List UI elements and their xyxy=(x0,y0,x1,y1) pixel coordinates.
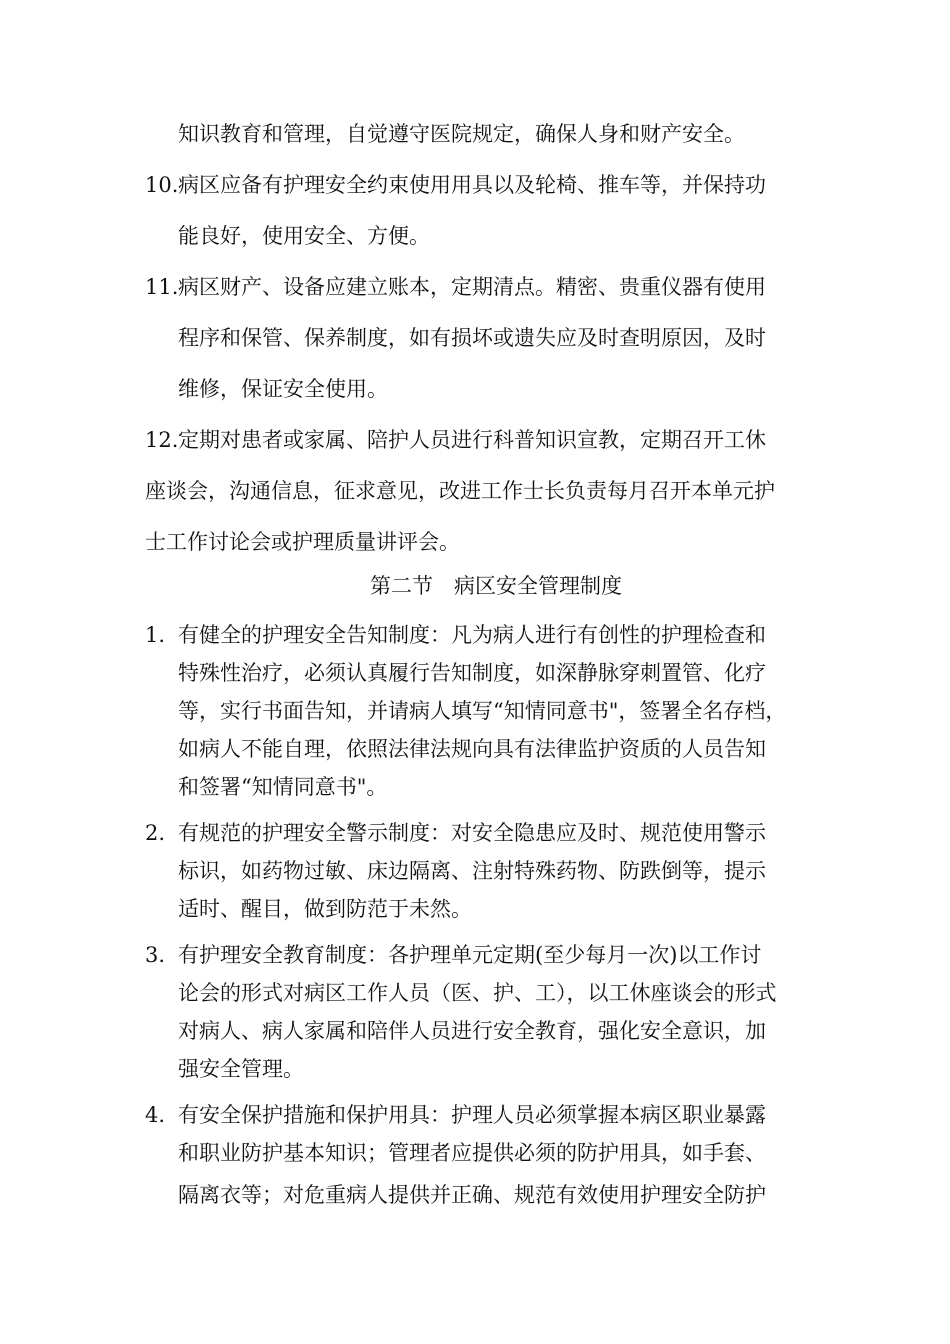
item-line: 士工作讨论会或护理质量讲评会。 xyxy=(145,530,460,554)
item-line: 有护理安全教育制度：各护理单元定期(至少每月一次)以工作讨 xyxy=(178,943,762,967)
section-heading: 第二节 病区安全管理制度 xyxy=(370,574,622,598)
continuation-line: 知识教育和管理，自觉遵守医院规定，确保人身和财产安全。 xyxy=(178,122,745,146)
item-line: 如病人不能自理，依照法律法规向具有法律监护资质的人员告知 xyxy=(178,737,766,761)
item-number: 3. xyxy=(145,943,166,967)
item-line: 隔离衣等；对危重病人提供并正确、规范有效使用护理安全防护 xyxy=(178,1183,766,1207)
item-number: 1. xyxy=(145,623,166,647)
item-line: 特殊性治疗，必须认真履行告知制度，如深静脉穿刺置管、化疗 xyxy=(178,661,766,685)
item-line: 适时、醒目，做到防范于未然。 xyxy=(178,897,472,921)
item-line: 病区应备有护理安全约束使用用具以及轮椅、推车等，并保持功 xyxy=(178,173,766,197)
item-number: 4. xyxy=(145,1103,166,1127)
item-number: 11. xyxy=(145,275,179,299)
item-line: 能良好，使用安全、方便。 xyxy=(178,224,430,248)
item-line: 有规范的护理安全警示制度：对安全隐患应及时、规范使用警示 xyxy=(178,821,766,845)
item-number: 12. xyxy=(145,428,179,452)
item-line: 标识，如药物过敏、床边隔离、注射特殊药物、防跌倒等，提示 xyxy=(178,859,766,883)
item-line: 强安全管理。 xyxy=(178,1057,304,1081)
item-line: 有健全的护理安全告知制度：凡为病人进行有创性的护理检查和 xyxy=(178,623,766,647)
item-line: 程序和保管、保养制度，如有损坏或遗失应及时查明原因，及时 xyxy=(178,326,766,350)
item-line: 定期对患者或家属、陪护人员进行科普知识宣教，定期召开工休 xyxy=(178,428,766,452)
item-line: 和职业防护基本知识；管理者应提供必须的防护用具，如手套、 xyxy=(178,1141,766,1165)
item-number: 2. xyxy=(145,821,166,845)
item-number: 10. xyxy=(145,173,179,197)
item-line: 有安全保护措施和保护用具：护理人员必须掌握本病区职业暴露 xyxy=(178,1103,766,1127)
item-line: 维修，保证安全使用。 xyxy=(178,377,388,401)
item-line: 等，实行书面告知，并请病人填写“知情同意书"，签署全名存档， xyxy=(178,699,787,723)
item-line: 和签署“知情同意书"。 xyxy=(178,775,388,799)
item-line: 座谈会，沟通信息，征求意见，改进工作士长负责每月召开本单元护 xyxy=(145,479,775,503)
item-line: 病区财产、设备应建立账本，定期清点。精密、贵重仪器有使用 xyxy=(178,275,766,299)
item-line: 对病人、病人家属和陪伴人员进行安全教育，强化安全意识，加 xyxy=(178,1019,766,1043)
item-line: 论会的形式对病区工作人员（医、护、工），以工休座谈会的形式 xyxy=(178,981,777,1005)
